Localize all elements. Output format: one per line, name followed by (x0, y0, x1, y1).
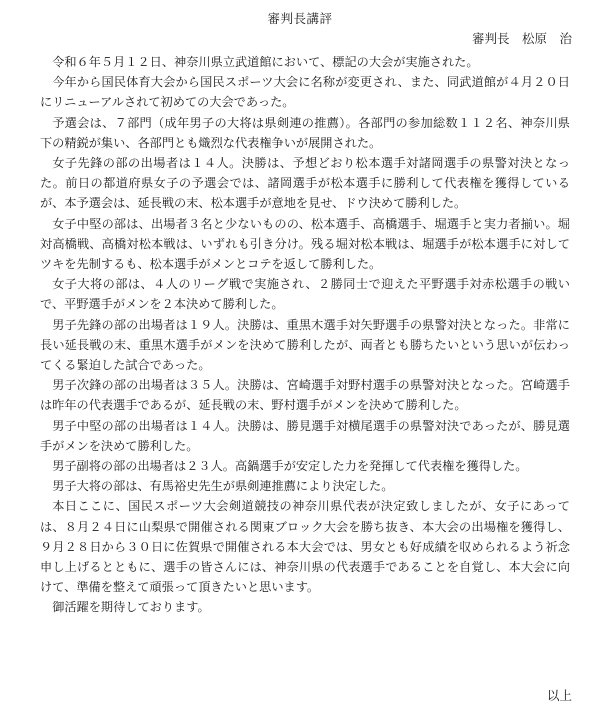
paragraph-men-fukusho: 男子副将の部の出場者は２３人。高鍋選手が安定した力を発揮して代表権を獲得した。 (52, 459, 528, 474)
document-title: 審判長講評 (267, 11, 333, 26)
paragraph-men-jiho: 男子次鋒の部の出場者は３５人。決勝は、宮崎選手対野村選手の県警対決となった。宮崎選手は昨年の代表選手であるが、延長戦の末、野村選手がメンを決めて勝利した。 (40, 378, 570, 413)
document-body (40, 52, 570, 618)
document-author: 審判長 松原 治 (471, 31, 572, 46)
paragraph-women-taisho: 女子大将の部は、４人のリーグ戦で実施され、２勝同士で迎えた平野選手対赤松選手の戦いで、平野選手がメンを２本決めて勝利した。 (40, 277, 570, 312)
paragraph-men-senpo: 男子先鋒の部の出場者は１９人。決勝は、重黒木選手対矢野選手の県警対決となった。非常に長い延長戦の末、重黒木選手がメンを決めて勝利したが、両者とも勝ちたいという思いが伝わってくる緊迫した試合であった。 (40, 317, 570, 373)
paragraph-renaming: 今年から国民体育大会から国民スポーツ大会に名称が変更され、また、同武道館が４月２０日にリニューアルされて初めての大会であった。 (40, 75, 570, 110)
paragraph-qualifier-overview: 予選会は、７部門（成年男子の大将は県剣連の推薦）。各部門の参加総数１１２名、神奈川県下の精鋭が集い、各部門とも熾烈な代表権争いが展開された。 (40, 115, 570, 150)
paragraph-men-taisho: 男子大将の部は、有馬裕史先生が県剣連推薦により決定した。 (52, 479, 394, 494)
document-closing: 以上 (546, 688, 572, 703)
paragraph-conclusion: 本日ここに、国民スポーツ大会剣道競技の神奈川県代表が決定致しましたが、女子にあっては、８月２４日に山梨県で開催される関東ブロック大会を勝ち抜き、本大会の出場権を獲得し、９月２８日から３０日に佐賀県で開催される本大会では、男女とも好成績を収められるよう祈念申し上げるとともに、選手の皆さんには、神奈川県の代表選手であることを自覚し、本大会に向けて、準備を整えて頑張って頂きたいと思います。 (40, 499, 570, 595)
paragraph-women-chuken: 女子中堅の部は、出場者３名と少ないものの、松本選手、高橋選手、堀選手と実力者揃い。堀対高橋戦、高橋対松本戦は、いずれも引き分け。残る堀対松本戦は、堀選手が松本選手に対してツキを先制するも、松本選手がメンとコテを返して勝利した。 (40, 216, 570, 272)
paragraph-closing-wish: 御活躍を期待しております。 (52, 600, 210, 615)
paragraph-date: 令和６年５月１２日、神奈川県立武道館において、標記の大会が実施された。 (52, 55, 479, 69)
paragraph-women-senpo: 女子先鋒の部の出場者は１４人。決勝は、予想どおり松本選手対諸岡選手の県警対決となった。前日の都道府県女子の予選会では、諸岡選手が松本選手に勝利して代表権を獲得しているが、本予選会は、延長戦の末、松本選手が意地を見せ、ドウ決めて勝利した。 (40, 156, 570, 211)
paragraph-men-chuken: 男子中堅の部の出場者は１４人。決勝は、勝見選手対横尾選手の県警対決であったが、勝見選手がメンを決めて勝利した。 (40, 418, 570, 453)
